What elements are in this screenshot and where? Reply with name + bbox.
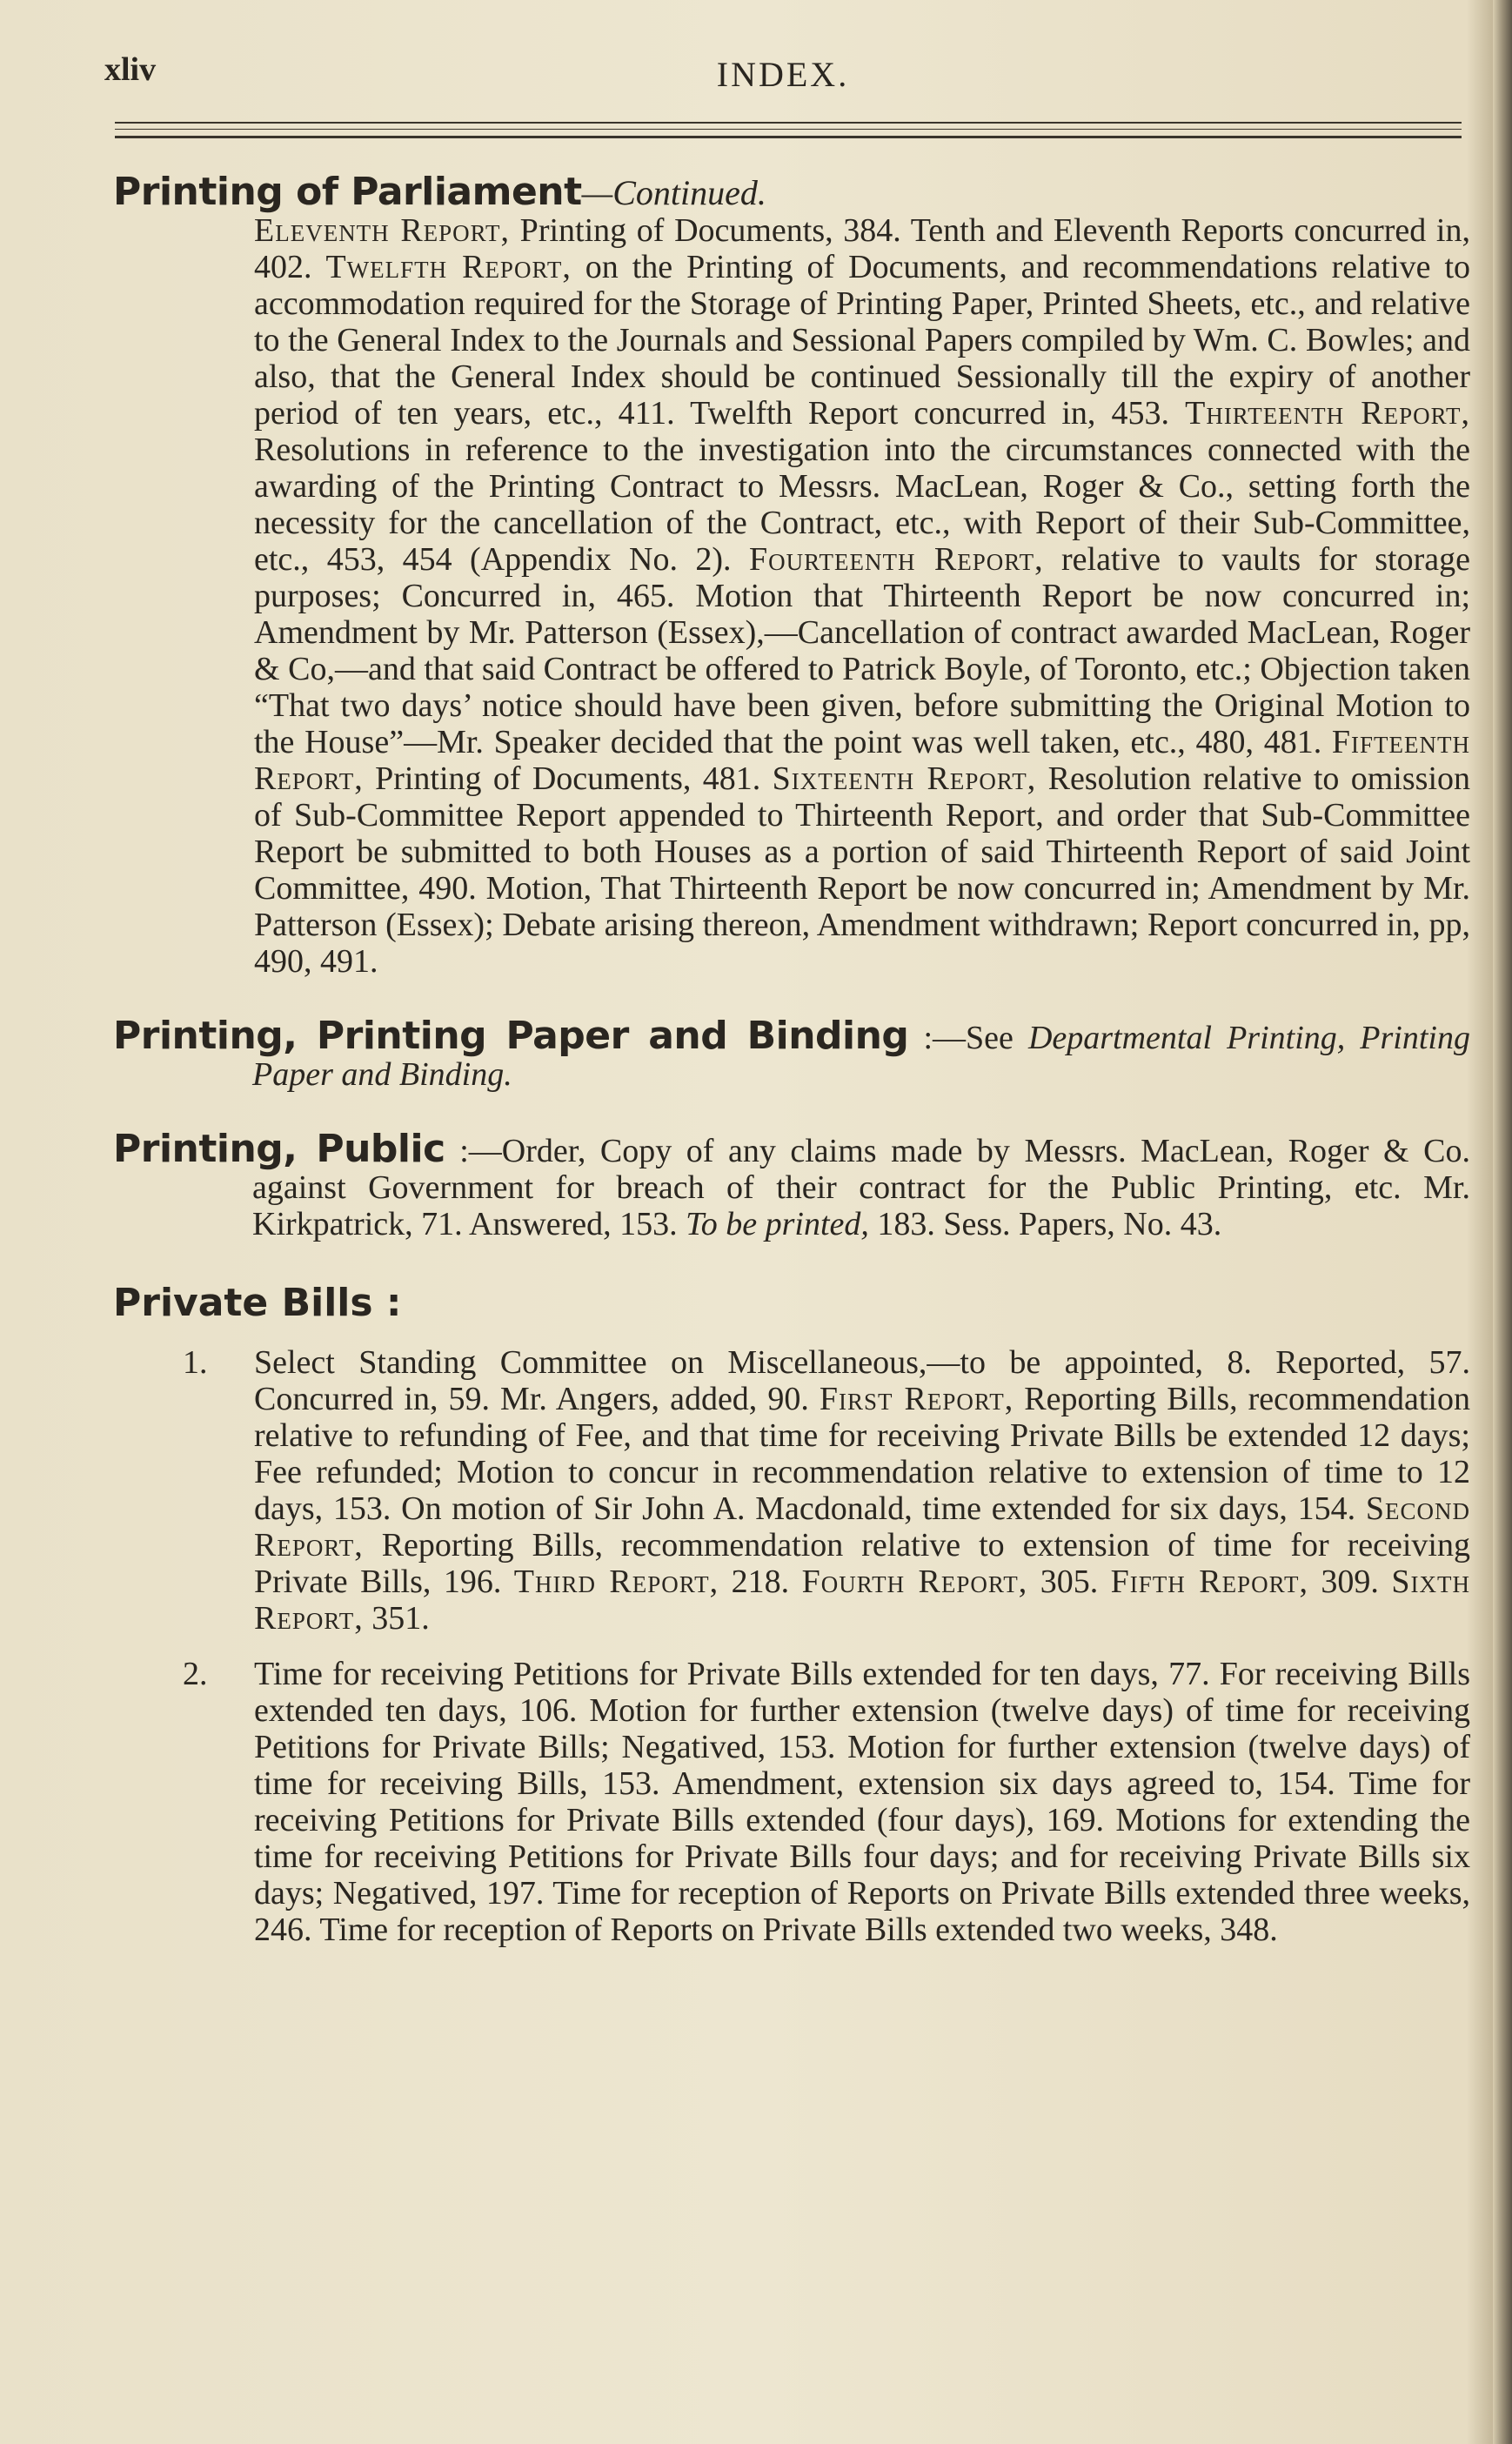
item-number: 1. — [183, 1344, 208, 1381]
item-body — [254, 1656, 1470, 1948]
index-entry-printing-public — [113, 1127, 1470, 1242]
entry-text: :—Order, Copy of any claims made by Messrs. MacLean, Roger & Co. against Government for breach of their contract for the Public Printing, etc. Mr. Kirkpatrick, 71. Answered, 153. — [252, 1133, 1470, 1242]
continued-label: —Continued. — [581, 173, 766, 212]
entry-body — [254, 212, 1470, 980]
numbered-item — [183, 1344, 1470, 1637]
entry-text: on the Printing of Documents, and recommendations relative to accommodation required for the Storage of Printing Paper, Printed Sheets, etc., and relative to the General Index to the Journals and Sessional Papers compiled by Wm. C. Bowles; and also, that the General Index should be continued Sessionally till the expiry of another period of ten years, etc., 411. Twelfth Report concurred in, 453. — [254, 249, 1470, 432]
header-rule-top — [115, 122, 1462, 124]
report-label: Second Report, — [254, 1490, 1470, 1563]
report-label: Eleventh Report, — [254, 212, 511, 249]
entry-heading: Printing, Public — [113, 1127, 445, 1171]
header-rule-middle — [115, 129, 1462, 130]
report-label: Fifth Report, — [1110, 1563, 1308, 1600]
report-label: Thirteenth Report, — [1185, 395, 1470, 432]
report-label: Fifteenth Report, — [254, 724, 1470, 797]
see-lead: :—See — [908, 1020, 1028, 1056]
index-entry-printing-paper-binding — [113, 1014, 1470, 1093]
report-label: Sixth Report, — [254, 1563, 1470, 1637]
entry-text: Reporting Bills, recommendation relative to extension of time for receiving Private Bills, 196. — [254, 1527, 1470, 1600]
entry-text: 305. — [1027, 1563, 1111, 1600]
entry-hanging-paragraph — [113, 1014, 1470, 1093]
item-number: 2. — [183, 1656, 208, 1692]
entry-heading-line — [113, 170, 1470, 214]
page-binding-edge — [1493, 0, 1512, 2444]
entry-text: 351. — [363, 1600, 430, 1637]
entry-text: 309. — [1308, 1563, 1392, 1600]
report-label: Fourteenth Report, — [748, 541, 1044, 578]
report-label: First Report, — [819, 1381, 1014, 1417]
entry-text-end: 183. Sess. Papers, No. 43. — [868, 1206, 1222, 1242]
item-body — [254, 1344, 1470, 1637]
entry-text: relative to vaults for storage purposes; Concurred in, 465. Motion that Thirteenth Report be now concurred in; Amendment by Mr. Patterson (Essex),—Cancellation of contract awarded MacLean, Roger & Co,—and that said Contract be offered to Patrick Boyle, of Toronto, etc.; Objection taken “That two days’ notice should have been given, before submitting the Original Motion to the House”—Mr. Speaker decided that the point was well taken, etc., 480, 481. — [254, 541, 1470, 760]
entry-text: Printing of Documents, 481. — [363, 760, 773, 797]
entry-text: Printing of Documents, 384. Tenth and Eleventh Reports concurred in, 402. — [254, 212, 1470, 285]
numbered-item — [183, 1656, 1470, 1948]
see-reference: Departmental Printing, Printing Paper and Binding. — [252, 1020, 1470, 1093]
report-label: Fourth Report, — [801, 1563, 1028, 1600]
page-number: xliv — [104, 51, 157, 88]
entry-text: Reporting Bills, recommendation relative to refunding of Fee, and that time for receiving Private Bills be extended 12 days; Fee refunded; Motion to concur in recommendation relative to extension of time to 12 days, 153. On motion of Sir John A. Macdonald, time extended for six days, 154. — [254, 1381, 1470, 1527]
entry-text: Resolutions in reference to the investigation into the circumstances connected with the awarding of the Printing Contract to Messrs. MacLean, Roger & Co., setting forth the necessity for the cancellation of the Contract, etc., with Report of their Sub-Committee, etc., 453, 454 (Appendix No. 2). — [254, 432, 1470, 578]
entry-italic-text: To be printed, — [686, 1206, 869, 1242]
entry-hanging-paragraph — [113, 1127, 1470, 1242]
running-head: INDEX. — [716, 55, 850, 94]
page-header — [104, 50, 1462, 103]
entry-heading: Printing, Printing Paper and Binding — [113, 1014, 909, 1058]
header-rule-bottom — [115, 136, 1462, 138]
report-label: Third Report, — [513, 1563, 719, 1600]
entry-text: 218. — [719, 1563, 802, 1600]
index-entry-printing-of-parliament — [113, 170, 1471, 980]
index-entry-private-bills — [113, 1281, 1470, 1948]
entry-text: Select Standing Committee on Miscellaneous,—to be appointed, 8. Reported, 57. Concurred in, 59. Mr. Angers, added, 90. — [254, 1344, 1470, 1417]
entry-text: Time for receiving Petitions for Private Bills extended for ten days, 77. For receiving Bills extended ten days, 106. Motion for further extension (twelve days) of time for receiving Petitions for Private Bills; Negatived, 153. Motion for further extension (twelve days) of time for receiving Bills, 153. Amendment, extension six days agreed to, 154. Time for receiving Petitions for Private Bills extended (four days), 169. Motions for extending the time for receiving Petitions for Private Bills four days; and for receiving Private Bills six days; Negatived, 197. Time for reception of Reports on Private Bills extended three weeks, 246. Time for reception of Reports on Private Bills extended two weeks, 348. — [254, 1656, 1470, 1948]
index-content — [113, 170, 1471, 1986]
report-label: Sixteenth Report, — [772, 760, 1037, 797]
entry-heading: Private Bills : — [113, 1281, 402, 1325]
entry-heading: Printing of Parliament — [113, 170, 582, 214]
entry-text: Resolution relative to omission of Sub-Committee Report appended to Thirteenth Report, and order that Sub-Committee Report be submitted to both Houses as a portion of said Thirteenth Report of said Joint Committee, 490. Motion, That Thirteenth Report be now concurred in; Amendment by Mr. Patterson (Essex); Debate arising thereon, Amendment withdrawn; Report concurred in, pp, 490, 491. — [254, 760, 1471, 980]
report-label: Twelfth Report, — [325, 249, 572, 285]
